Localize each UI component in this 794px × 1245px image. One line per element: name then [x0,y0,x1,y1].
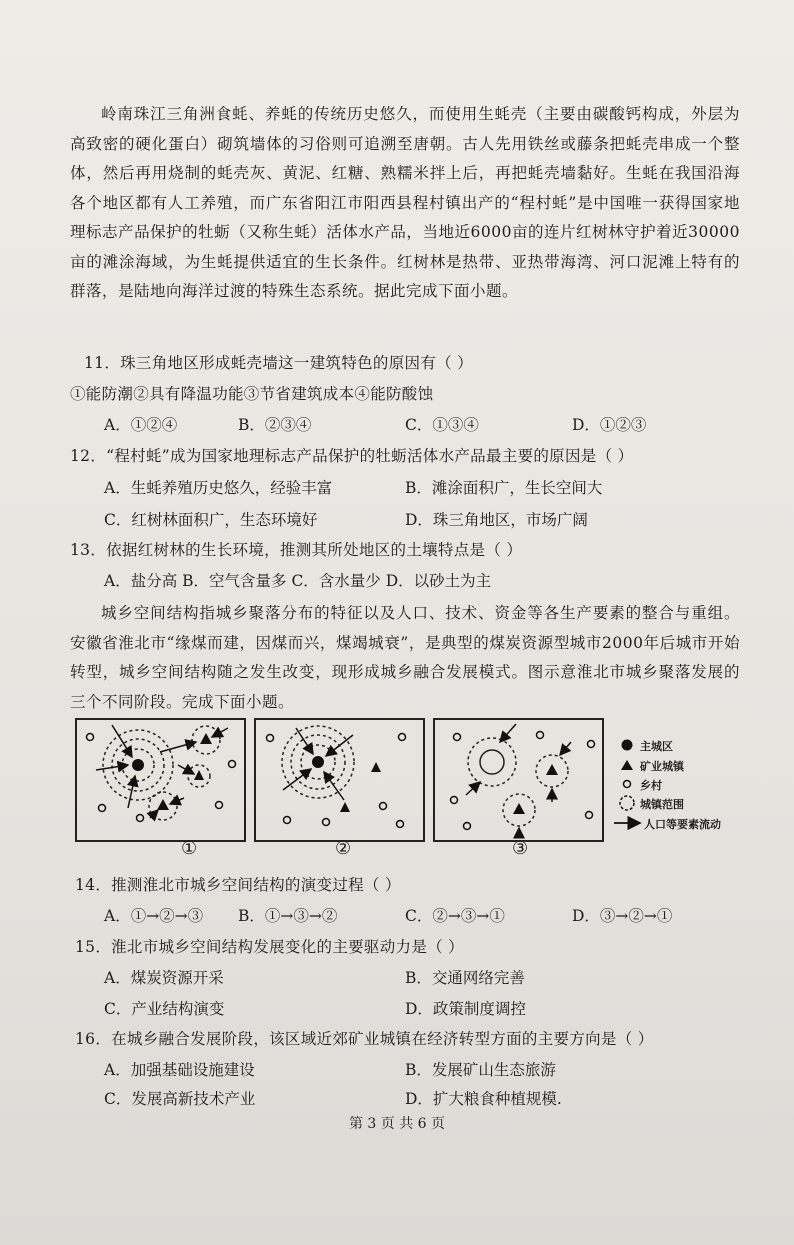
legend-mining-town-icon [621,760,633,770]
q13-options[interactable]: A．盐分高 B．空气含量多 C．含水量少 D．以砂土为主 [104,572,492,590]
q11-option-b[interactable]: B．②③④ [238,416,312,434]
legend-flow: 人口等要素流动 [644,818,721,831]
legend-town-range-icon [620,796,634,810]
q16-stem: 16．在城乡融合发展阶段，该区域近郊矿业城镇在经济转型方面的主要方向是（ ） [75,1030,654,1048]
panel-1-content [87,725,236,822]
panel-1-label: ① [181,838,198,859]
panel-2-content [267,726,406,828]
q11-option-a[interactable]: A．①②④ [104,416,178,434]
passage-huaibei: 城乡空间结构指城乡聚落分布的特征以及人口、技术、资金等各生产要素的整合与重组。安徽省淮北市“缘煤而建，因煤而兴，煤竭城衰”，是典型的煤炭资源型城市2000年后城市开始转型，城乡空间结构随之发生改变，现形成城乡融合发展模式。图示意淮北市城乡聚落发展的三个不同阶段。完成下面小题。 [70,604,740,711]
q14-option-b[interactable]: B．①→③→② [238,907,338,925]
q12-stem: 12．“程村蚝”成为国家地理标志产品保护的牡蛎活体水产品最主要的原因是（ ） [70,447,634,465]
q14-option-d[interactable]: D．③→②→① [572,907,673,925]
q14-stem: 14．推测淮北市城乡空间结构的演变过程（ ） [75,876,401,894]
panel-3-content [451,724,595,836]
q16-option-d[interactable]: D．扩大粮食种植规模. [405,1090,562,1108]
q11-items: ①能防潮②具有降温功能③节省建筑成本④能防酸蚀 [70,385,434,403]
q11-stem: 11．珠三角地区形成蚝壳墙这一建筑特色的原因有（ ） [84,354,473,372]
q14-option-a[interactable]: A．①→②→③ [104,907,204,925]
legend-town-range: 城镇范围 [640,798,684,811]
q12-option-b[interactable]: B．滩涂面积广，生长空间大 [405,479,603,497]
legend-mining-town: 矿业城镇 [640,760,684,773]
legend-main-city: 主城区 [640,740,673,753]
q16-option-c[interactable]: C．发展高新技术产业 [104,1090,256,1108]
main-city-marker [132,759,144,771]
q15-option-a[interactable]: A．煤炭资源开采 [104,969,224,987]
passage-oyster: 岭南珠江三角洲食蚝、养蚝的传统历史悠久，而使用生蚝壳（主要由碳酸钙构成，外层为高致密的硬化蛋白）砌筑墙体的习俗则可追溯至唐朝。古人先用铁丝或藤条把蚝壳串成一个整体，然后再用烧制的蚝壳灰、黄泥、红糖、熟糯米拌上后，再把蚝壳墙黏好。生蚝在我国沿海各个地区都有人工养殖，而广东省阳江市阳西县程村镇出产的“程村蚝”是中国唯一获得国家地理标志产品保护的牡蛎（又称生蚝）活体水产品，当地近6000亩的连片红树林守护着近30000亩的滩涂海域，为生蚝提供适宜的生长条件。红树林是热带、亚热带海湾、河口泥滩上特有的群落，是陆地向海洋过渡的特殊生态系统。据此完成下面小题。 [70,105,740,300]
q12-option-a[interactable]: A．生蚝养殖历史悠久，经验丰富 [104,479,333,497]
legend-main-city-icon [622,740,633,751]
q15-option-c[interactable]: C．产业结构演变 [104,1000,225,1018]
mining-town-marker [200,733,212,744]
q15-option-b[interactable]: B．交通网络完善 [405,969,525,987]
q15-stem: 15．淮北市城乡空间结构发展变化的主要驱动力是（ ） [75,938,464,956]
q11-option-d[interactable]: D．①②③ [572,416,647,434]
page-footer: 第 3 页 共 6 页 [348,1116,446,1132]
legend-village-icon [624,781,631,788]
panel-2-label: ② [335,838,352,859]
q16-option-b[interactable]: B．发展矿山生态旅游 [405,1061,556,1079]
legend-village: 乡村 [640,779,662,792]
q12-option-d[interactable]: D．珠三角地区，市场广阔 [405,511,588,529]
legend-symbols [614,740,640,824]
panel-3-label: ③ [512,838,529,859]
q15-option-d[interactable]: D．政策制度调控 [405,1000,526,1018]
q16-option-a[interactable]: A．加强基础设施建设 [104,1061,255,1079]
q14-option-c[interactable]: C．②→③→① [405,907,505,925]
q11-option-c[interactable]: C．①③④ [405,416,479,434]
mining-town-marker [157,799,169,810]
q13-stem: 13．依据红树林的生长环境，推测其所处地区的土壤特点是（ ） [70,541,523,559]
mining-town-marker [194,770,204,780]
q12-option-c[interactable]: C．红树林面积广，生态环境好 [104,511,318,529]
